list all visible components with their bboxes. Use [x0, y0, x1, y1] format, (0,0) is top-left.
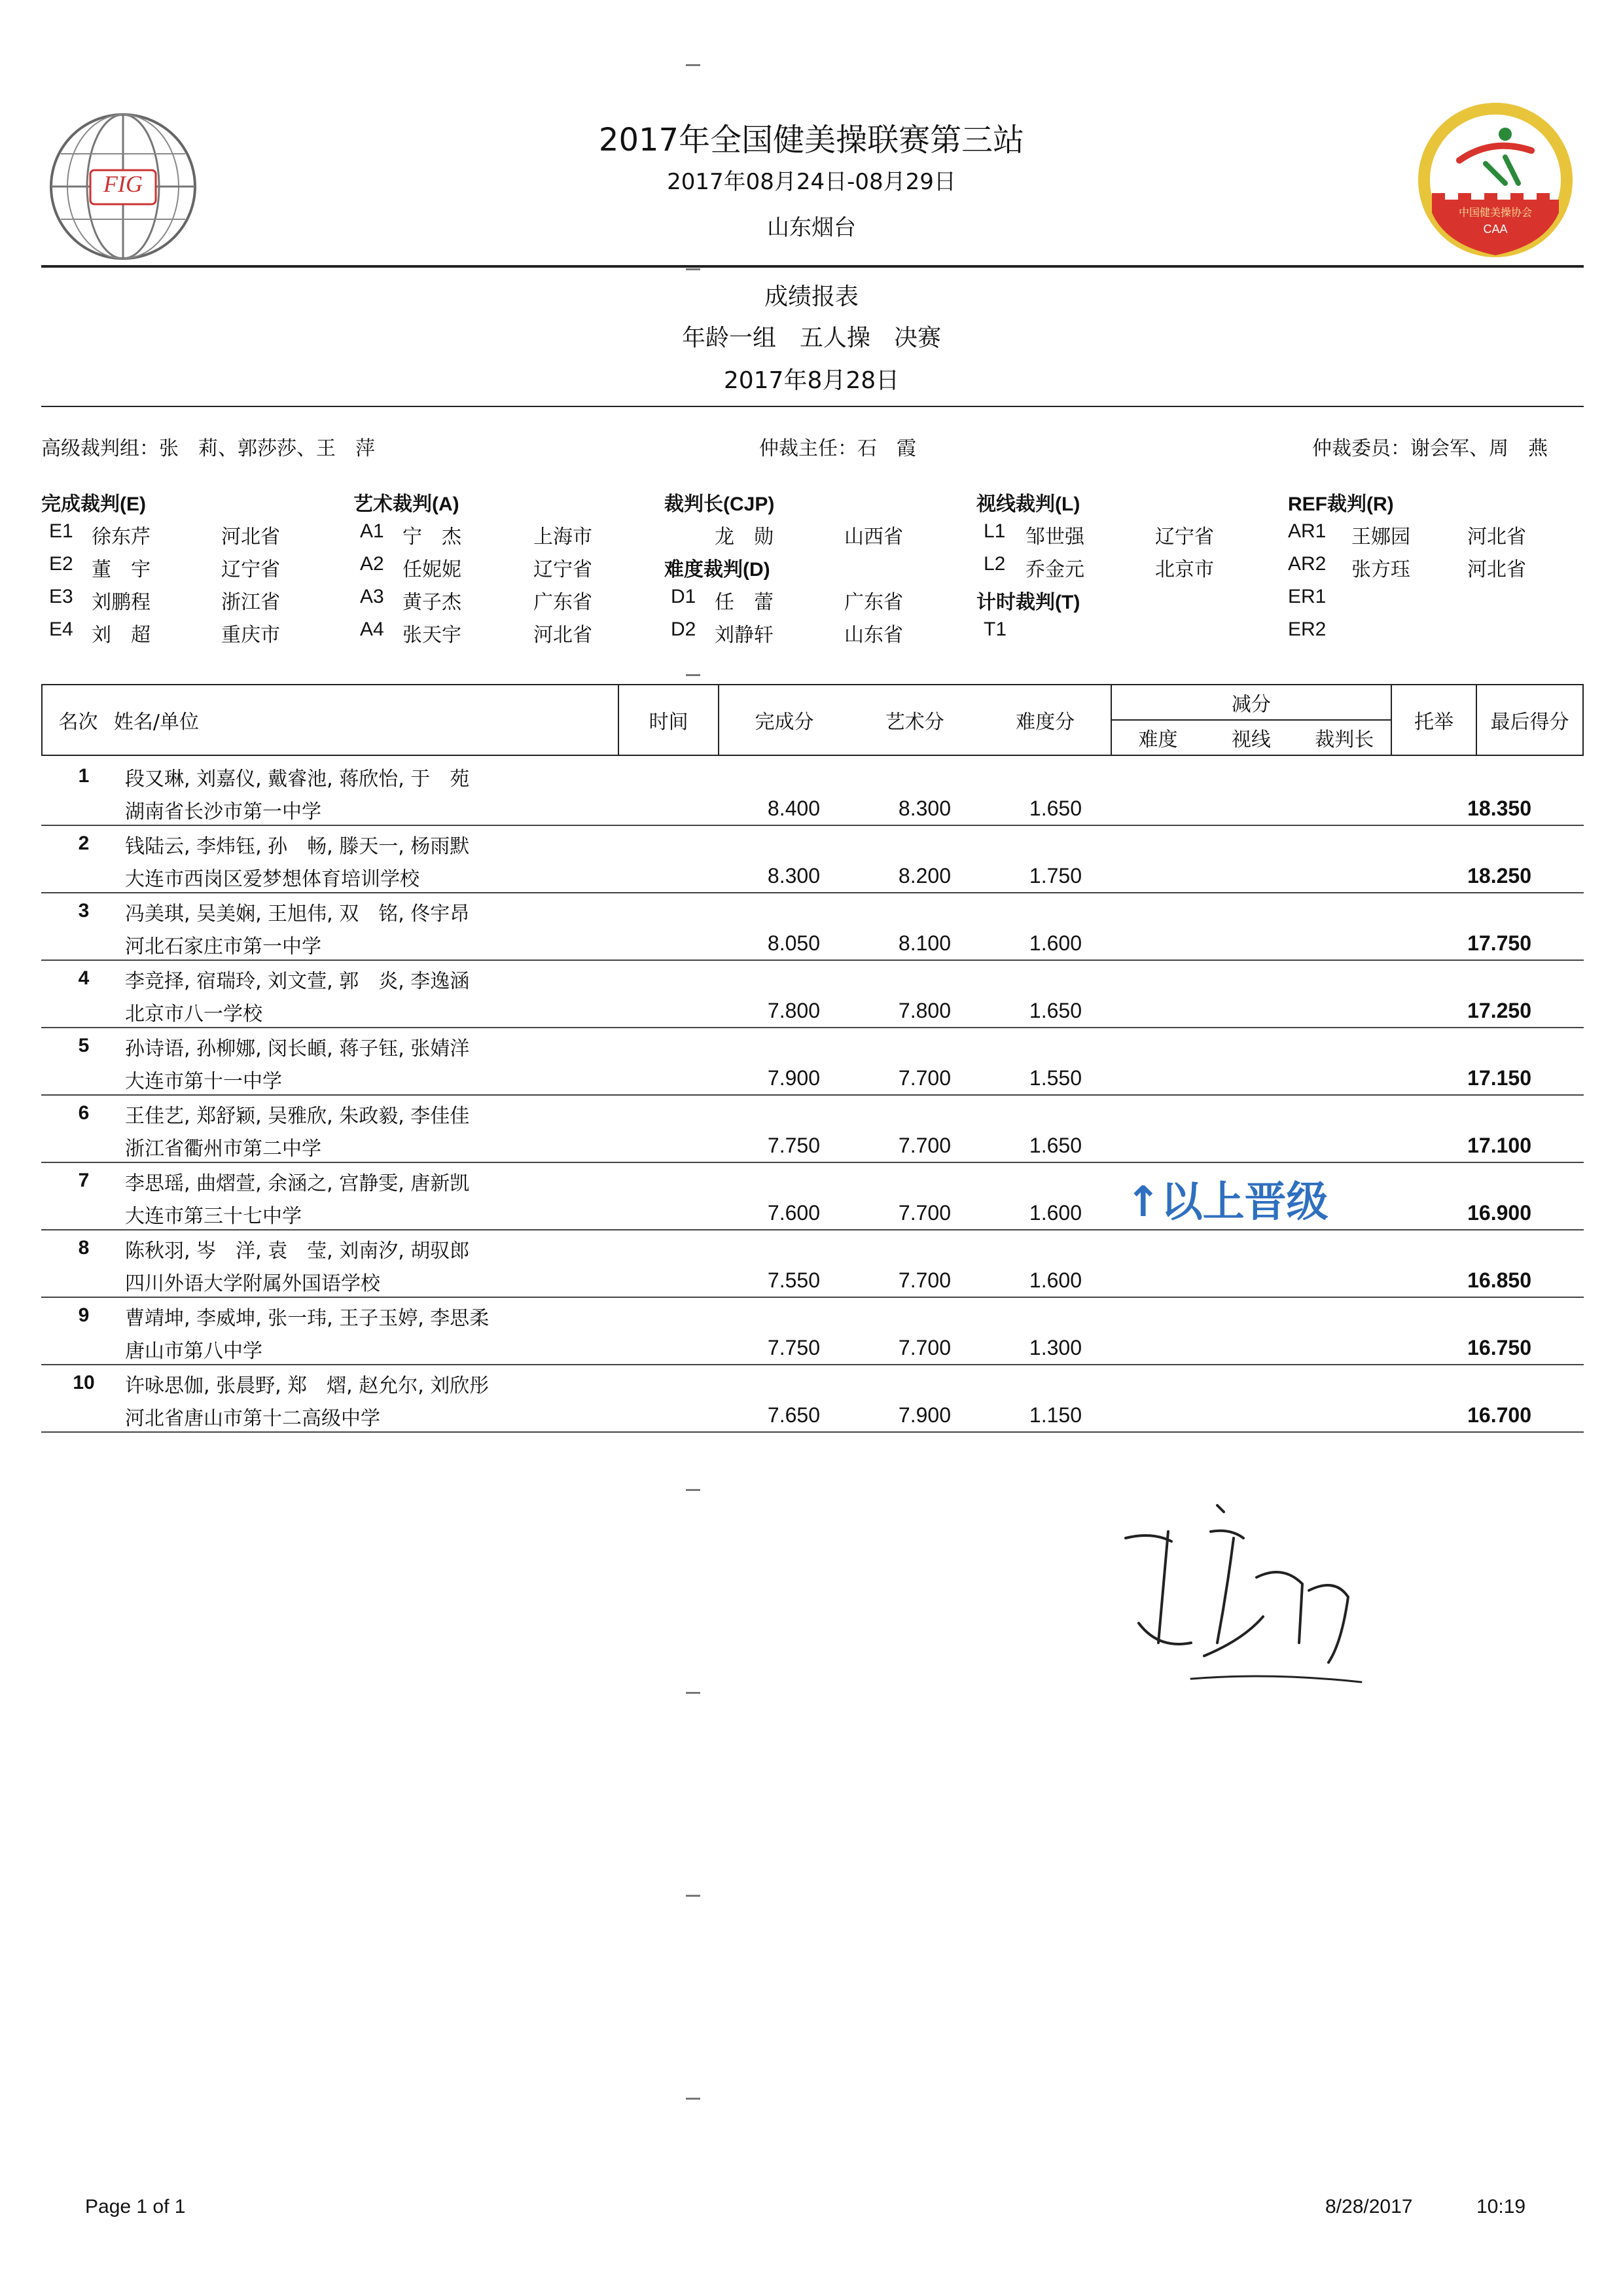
- col-lift: 托举: [1391, 685, 1476, 755]
- col-difficulty: 难度分: [980, 685, 1111, 755]
- judge-name: 宁 杰: [402, 526, 461, 548]
- scan-mark: [686, 1692, 700, 1694]
- artistic-judges-title: 艺术裁判(A): [353, 493, 459, 515]
- row-artistic: 8.100: [898, 931, 951, 955]
- row-difficulty: 1.600: [1029, 1268, 1082, 1292]
- results-table-header: [41, 684, 1584, 756]
- report-title: 成绩报表: [764, 283, 859, 310]
- report-date: 2017年8月28日: [723, 367, 900, 394]
- judge-region: 河北省: [1467, 526, 1526, 548]
- line-judges-title: 视线裁判(L): [976, 493, 1080, 515]
- row-final: 17.750: [1467, 931, 1531, 955]
- arbitration-members: 仲裁委员：谢会军、周 燕: [1312, 437, 1548, 460]
- row-rank: 2: [78, 833, 90, 854]
- row-execution: 8.050: [767, 931, 820, 955]
- row-execution: 8.300: [767, 864, 820, 888]
- judge-name: 任妮妮: [402, 558, 461, 581]
- scan-mark: [686, 1489, 700, 1491]
- row-rank: 9: [78, 1304, 90, 1326]
- arbitration-head: 仲裁主任：石 霞: [759, 437, 916, 460]
- row-rank: 1: [78, 765, 90, 787]
- row-final: 16.900: [1467, 1201, 1531, 1225]
- row-final: 16.850: [1467, 1268, 1531, 1292]
- judge-code: E2: [49, 553, 73, 575]
- scan-mark: [686, 1895, 700, 1897]
- judge-name: 王娜园: [1351, 526, 1410, 548]
- table-row: [41, 892, 1584, 961]
- table-row: [41, 1364, 1584, 1433]
- page-number: Page 1 of 1: [85, 2196, 186, 2217]
- row-athletes: 孙诗语, 孙柳娜, 闵长頔, 蒋子钰, 张婧洋: [125, 1037, 470, 1060]
- caa-logo-abbr: CAA: [1483, 223, 1508, 236]
- report-category: 年龄一组 五人操 决赛: [681, 325, 941, 351]
- row-rank: 7: [78, 1170, 90, 1191]
- event-dates: 2017年08月24日-08月29日: [667, 169, 956, 195]
- row-artistic: 7.700: [898, 1268, 951, 1292]
- row-rank: 10: [73, 1372, 95, 1393]
- row-difficulty: 1.300: [1029, 1336, 1082, 1359]
- judge-region: 山西省: [844, 526, 903, 548]
- row-execution: 7.750: [767, 1336, 820, 1359]
- row-execution: 7.750: [767, 1134, 820, 1157]
- difficulty-judges-title: 难度裁判(D): [664, 559, 770, 581]
- row-difficulty: 1.150: [1029, 1403, 1082, 1427]
- time-judges-title: 计时裁判(T): [976, 592, 1080, 613]
- row-athletes: 陈秋羽, 岑 洋, 袁 莹, 刘南汐, 胡驭郎: [125, 1240, 470, 1263]
- judge-region: 上海市: [533, 526, 592, 548]
- judge-name: 张天宇: [402, 624, 461, 647]
- row-execution: 8.400: [767, 797, 820, 820]
- row-final: 16.750: [1467, 1336, 1531, 1359]
- row-execution: 7.600: [767, 1201, 820, 1225]
- row-difficulty: 1.750: [1029, 864, 1082, 888]
- col-deductions: 减分: [1111, 685, 1392, 720]
- judge-region: 广东省: [533, 591, 592, 614]
- row-final: 18.250: [1467, 864, 1531, 888]
- row-final: 17.250: [1467, 999, 1531, 1022]
- scan-mark: [686, 674, 700, 676]
- row-difficulty: 1.600: [1029, 931, 1082, 955]
- col-name: 姓名/单位: [114, 685, 618, 755]
- col-ded-difficulty: 难度: [1111, 720, 1205, 755]
- table-row: [41, 1094, 1584, 1163]
- table-row: [41, 960, 1584, 1028]
- senior-panel: 高级裁判组：张 莉、郭莎莎、王 萍: [41, 437, 375, 460]
- judge-code: E1: [49, 520, 73, 542]
- judge-code: E3: [49, 586, 73, 607]
- col-ded-line: 视线: [1204, 720, 1298, 755]
- judge-code: D1: [671, 586, 696, 607]
- table-row: [41, 1297, 1584, 1365]
- execution-judges-title: 完成裁判(E): [41, 493, 146, 515]
- row-difficulty: 1.650: [1029, 1134, 1082, 1157]
- row-execution: 7.650: [767, 1403, 820, 1427]
- row-unit: 四川外语大学附属外国语学校: [125, 1272, 380, 1295]
- row-artistic: 7.700: [898, 1066, 951, 1090]
- row-athletes: 许咏思伽, 张晨野, 郑 熠, 赵允尔, 刘欣彤: [125, 1374, 490, 1397]
- row-unit: 唐山市第八中学: [125, 1340, 262, 1363]
- table-row: [41, 825, 1584, 893]
- judge-code: A1: [360, 520, 384, 542]
- row-unit: 浙江省衢州市第二中学: [125, 1138, 321, 1160]
- judge-code: ER2: [1288, 619, 1327, 640]
- judge-region: 河北省: [1467, 558, 1526, 581]
- col-ded-cjp: 裁判长: [1298, 720, 1391, 755]
- judge-region: 辽宁省: [533, 558, 592, 581]
- row-artistic: 7.700: [898, 1201, 951, 1225]
- judge-code: ER1: [1288, 586, 1327, 607]
- row-unit: 湖南省长沙市第一中学: [125, 800, 321, 823]
- row-athletes: 段又琳, 刘嘉仪, 戴睿池, 蒋欣怡, 于 苑: [125, 768, 470, 791]
- row-unit: 大连市西岗区爱梦想体育培训学校: [125, 868, 419, 891]
- row-rank: 3: [78, 900, 90, 922]
- judge-name: 乔金元: [1026, 558, 1084, 581]
- col-execution: 完成分: [719, 685, 849, 755]
- judge-code: L1: [984, 520, 1006, 542]
- judge-name: 黄子杰: [402, 591, 461, 614]
- row-athletes: 冯美琪, 吴美娴, 王旭伟, 双 铭, 佟宇昂: [125, 903, 470, 925]
- judge-code: T1: [984, 619, 1007, 640]
- ref-judges-title: REF裁判(R): [1288, 493, 1394, 515]
- judge-region: 北京市: [1155, 558, 1214, 581]
- report-divider: [41, 406, 1584, 407]
- row-artistic: 7.900: [898, 1403, 951, 1427]
- judge-name: 刘静轩: [715, 624, 774, 647]
- row-rank: 4: [78, 967, 90, 989]
- judge-code: D2: [671, 619, 696, 640]
- row-execution: 7.800: [767, 999, 820, 1022]
- table-row: [41, 1027, 1584, 1096]
- row-athletes: 李竞择, 宿瑞玲, 刘文萱, 郭 炎, 李逸涵: [125, 970, 470, 993]
- event-location: 山东烟台: [767, 215, 856, 241]
- col-rank: 名次: [42, 685, 114, 755]
- footer-date: 8/28/2017: [1325, 2196, 1413, 2217]
- judge-code: A3: [360, 586, 384, 607]
- scan-mark: [686, 2098, 700, 2100]
- judge-name: 董 宇: [92, 558, 151, 581]
- col-final: 最后得分: [1476, 685, 1583, 755]
- row-execution: 7.550: [767, 1268, 820, 1292]
- row-artistic: 7.800: [898, 999, 951, 1022]
- judge-name: 张方珏: [1351, 558, 1410, 581]
- row-unit: 北京市八一学校: [125, 1003, 262, 1026]
- judge-code: AR2: [1288, 553, 1327, 575]
- row-final: 18.350: [1467, 797, 1531, 820]
- event-title: 2017年全国健美操联赛第三站: [598, 122, 1025, 158]
- header-divider: [41, 265, 1584, 268]
- judge-name: 刘 超: [92, 624, 151, 647]
- judge-name: 邹世强: [1026, 526, 1084, 548]
- row-difficulty: 1.600: [1029, 1201, 1082, 1225]
- fig-logo-text: FIG: [103, 171, 143, 197]
- judge-region: 山东省: [844, 624, 903, 647]
- col-time: 时间: [618, 685, 719, 755]
- judge-region: 广东省: [844, 591, 903, 614]
- caa-logo-text: 中国健美操协会: [1458, 206, 1532, 219]
- row-athletes: 王佳艺, 郑舒颖, 吴雅欣, 朱政毅, 李佳佳: [125, 1105, 470, 1128]
- judge-code: E4: [49, 619, 73, 640]
- judge-name: 任 蕾: [715, 591, 774, 614]
- judge-code: AR1: [1288, 520, 1327, 542]
- judge-region: 辽宁省: [1155, 526, 1214, 548]
- judge-region: 河北省: [221, 526, 280, 548]
- row-artistic: 7.700: [898, 1336, 951, 1359]
- judge-code: A4: [360, 619, 384, 640]
- judge-region: 重庆市: [221, 624, 280, 647]
- row-difficulty: 1.650: [1029, 999, 1082, 1022]
- judge-region: 辽宁省: [221, 558, 280, 581]
- row-artistic: 8.300: [898, 797, 951, 820]
- row-unit: 河北石家庄市第一中学: [125, 935, 321, 958]
- judge-region: 浙江省: [221, 591, 280, 614]
- row-rank: 6: [78, 1102, 90, 1124]
- scan-mark: [686, 64, 700, 66]
- row-difficulty: 1.650: [1029, 797, 1082, 820]
- cjp-title: 裁判长(CJP): [664, 493, 775, 515]
- row-final: 17.100: [1467, 1134, 1531, 1157]
- col-artistic: 艺术分: [849, 685, 980, 755]
- row-rank: 8: [78, 1237, 90, 1259]
- row-unit: 河北省唐山市第十二高级中学: [125, 1407, 380, 1430]
- judge-name: 刘鹏程: [92, 591, 151, 614]
- row-final: 16.700: [1467, 1403, 1531, 1427]
- signature: [1113, 1492, 1374, 1715]
- judge-name: 龙 勋: [715, 526, 774, 548]
- table-row: [41, 1162, 1584, 1230]
- row-artistic: 7.700: [898, 1134, 951, 1157]
- row-unit: 大连市第三十七中学: [125, 1205, 302, 1228]
- row-difficulty: 1.550: [1029, 1066, 1082, 1090]
- row-athletes: 曹靖坤, 李威坤, 张一玮, 王子玉婷, 李思柔: [125, 1307, 490, 1330]
- row-unit: 大连市第十一中学: [125, 1070, 282, 1093]
- row-athletes: 李思瑶, 曲熠萱, 余涵之, 宫静雯, 唐新凯: [125, 1172, 470, 1195]
- promotion-note: ↑以上晋级: [1126, 1178, 1329, 1227]
- table-row: [41, 1229, 1584, 1298]
- table-row: [41, 757, 1584, 826]
- row-execution: 7.900: [767, 1066, 820, 1090]
- footer-time: 10:19: [1476, 2196, 1526, 2217]
- judge-code: L2: [984, 553, 1006, 575]
- judge-name: 徐东芹: [92, 526, 151, 548]
- row-athletes: 钱陆云, 李炜钰, 孙 畅, 滕天一, 杨雨默: [125, 835, 470, 858]
- row-rank: 5: [78, 1035, 90, 1056]
- row-final: 17.150: [1467, 1066, 1531, 1090]
- scan-mark: [686, 268, 700, 270]
- judge-code: A2: [360, 553, 384, 575]
- judge-region: 河北省: [533, 624, 592, 647]
- row-artistic: 8.200: [898, 864, 951, 888]
